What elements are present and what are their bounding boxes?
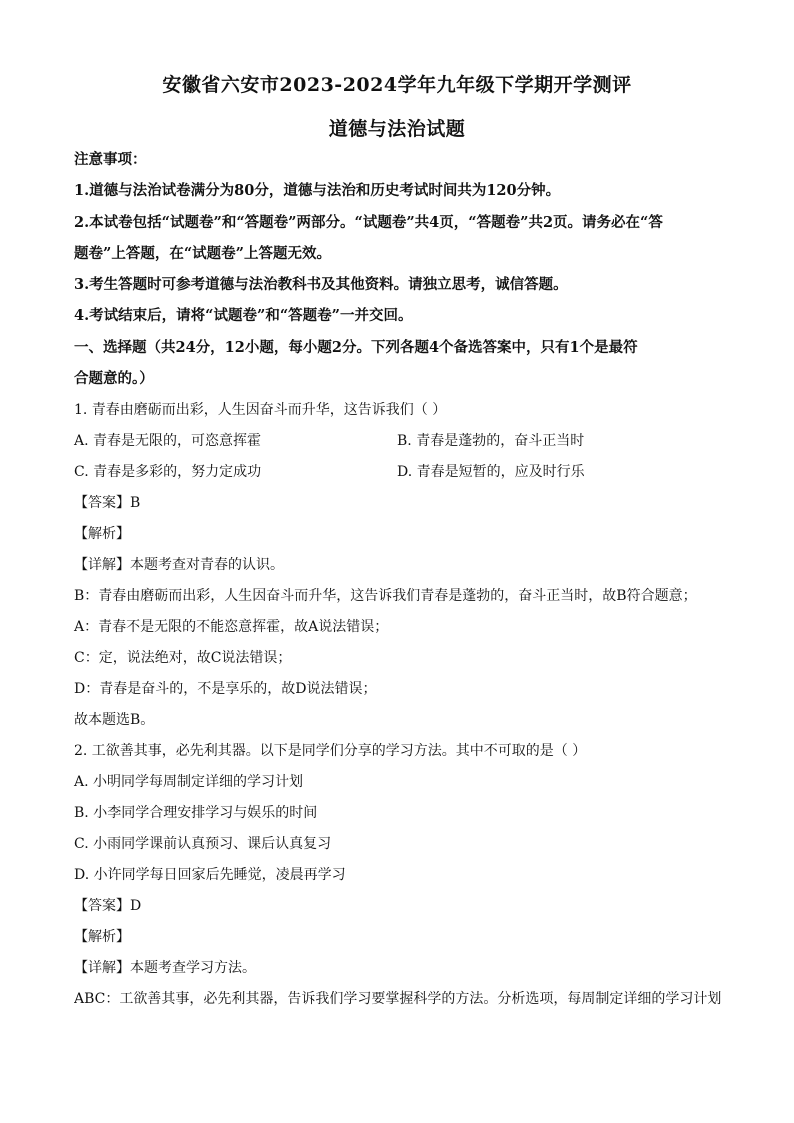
- q1-explain-b: B：青春由磨砺而出彩，人生因奋斗而升华，这告诉我们青春是蓬勃的，奋斗正当时，故B符合题意；: [74, 588, 697, 604]
- note-item-4: 4.考试结束后，请将“试题卷”和“答题卷”一并交回。: [74, 307, 413, 324]
- q1-analysis: 【解析】: [74, 526, 130, 542]
- q2-option-d: D. 小许同学每日回家后先睡觉，凌晨再学习: [74, 867, 346, 883]
- q1-stem: 1. 青春由磨砺而出彩，人生因奋斗而升华，这告诉我们（ ）: [74, 402, 447, 418]
- note-item-3: 3.考生答题时可参考道德与法治教科书及其他资料。请独立思考，诚信答题。: [74, 276, 568, 293]
- q1-answer: 【答案】B: [74, 495, 141, 511]
- q2-stem: 2. 工欲善其事，必先利其器。以下是同学们分享的学习方法。其中不可取的是（ ）: [74, 743, 587, 759]
- q1-conclusion: 故本题选B。: [74, 712, 155, 728]
- section-heading-b: 合题意的。）: [74, 370, 154, 387]
- notes-heading: 注意事项：: [74, 151, 147, 168]
- q2-explain-abc: ABC：工欲善其事，必先利其器，告诉我们学习要掌握科学的方法。分析选项，每周制定详细的学习计划: [74, 991, 722, 1007]
- q1-explain-a: A：青春不是无限的不能恣意挥霍，故A说法错误；: [74, 619, 389, 635]
- q2-detail: 【详解】本题考查学习方法。: [74, 960, 256, 976]
- note-item-1: 1.道德与法治试卷满分为80分，道德与法治和历史考试时间共为120分钟。: [74, 182, 561, 199]
- exam-subject-title: 道德与法治试题: [328, 118, 466, 140]
- section-heading-a: 一、选择题（共24分，12小题，每小题2分。下列各题4个备选答案中，只有1个是最符: [74, 339, 638, 356]
- note-item-2b: 题卷”上答题，在“试题卷”上答题无效。: [74, 245, 332, 262]
- note-item-2a: 2.本试卷包括“试题卷”和“答题卷”两部分。“试题卷”共4页，“答题卷”共2页。请务必在“答: [74, 214, 663, 231]
- q1-option-a: A. 青春是无限的，可恣意挥霍: [74, 433, 262, 449]
- q2-option-b: B. 小李同学合理安排学习与娱乐的时间: [74, 805, 318, 821]
- q2-answer: 【答案】D: [74, 898, 142, 914]
- q1-detail: 【详解】本题考查对青春的认识。: [74, 557, 284, 573]
- q2-option-c: C. 小雨同学课前认真预习、课后认真复习: [74, 836, 332, 852]
- q1-explain-c: C：定，说法绝对，故C说法错误；: [74, 650, 292, 666]
- q1-option-d: D. 青春是短暂的，应及时行乐: [397, 464, 585, 480]
- q1-option-c: C. 青春是多彩的，努力定成功: [74, 464, 262, 480]
- exam-title: 安徽省六安市2023-2024学年九年级下学期开学测评: [162, 74, 632, 96]
- q2-analysis: 【解析】: [74, 929, 130, 945]
- q2-option-a: A. 小明同学每周制定详细的学习计划: [74, 774, 304, 790]
- q1-explain-d: D：青春是奋斗的，不是享乐的，故D说法错误；: [74, 681, 377, 697]
- q1-option-b: B. 青春是蓬勃的，奋斗正当时: [397, 433, 585, 449]
